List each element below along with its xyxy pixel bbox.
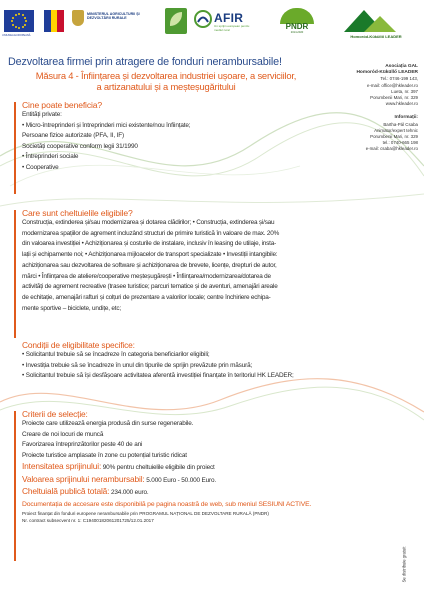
support-intensity-label: Intensitatea sprijinului: <box>22 461 102 471</box>
org-phone: Tel.: 0746-199 143, <box>380 76 418 82</box>
public-expense-label: Cheltuială publică totală: <box>22 486 110 496</box>
eu-caption: UNIUNEA EUROPEANĂ <box>2 34 31 37</box>
org-address: Lueta, nr. 397 <box>391 88 418 94</box>
pndr-logo <box>280 8 314 38</box>
info-title: Informații: <box>394 115 418 121</box>
contact-block <box>322 64 418 153</box>
org-address-2: Porumbenii Mari, nr. 329 <box>370 95 418 101</box>
eligible-costs-line: de echitație, amenajări rafturi și colțuri de prezentare a valorilor locale; centre închiriere echipa- <box>22 293 271 301</box>
support-value-label: Valoarea sprijinului nerambursabil: <box>22 473 145 484</box>
beneficiaries-line: • Micro-întreprinderi și întreprinderi mici existente/nou înființate; <box>22 121 191 129</box>
ministry-crest-icon <box>72 10 84 26</box>
eu-star-icon <box>25 20 27 22</box>
eu-star-icon <box>18 27 20 29</box>
contact-person: Bartha-Pál Csaba <box>383 121 418 127</box>
afir-logo <box>194 8 260 36</box>
support-value-amount: 5.000 Euro - 50.000 Euro. <box>146 476 217 484</box>
eu-star-icon <box>24 17 26 19</box>
eligible-costs-line: mărci • Înființarea de ateliere/cooperative meșteșugărești • Înființarea/modernizarea/dotarea de <box>22 272 271 280</box>
hk-leader-logo <box>330 10 422 48</box>
beneficiaries-heading: Cine poate beneficia? <box>22 100 102 110</box>
section-accent-bar <box>14 411 16 561</box>
afir-name: AFIR <box>214 11 244 25</box>
eligible-costs-line: lații și echipamente noi; • Achiziționarea mijloacelor de transport specializate • Investiții intangibile: <box>22 251 278 259</box>
eu-star-icon <box>15 14 17 16</box>
eligible-costs-line: din valoarea investiției • Achiziționarea și costurile de instalare, inclusiv în leasing de utilaje, insta- <box>22 240 277 248</box>
eligible-costs-line: activități de agrement recreative (trasee turistice; parcuri tematice și de aventuri, amenajări areale <box>22 283 278 291</box>
support-value <box>22 474 382 487</box>
contact-address: Porumbenii Mari, nr. 329 <box>370 134 418 140</box>
leaf-icon <box>170 12 182 26</box>
page-title: Dezvoltarea firmei prin atragere de fonduri nerambursabile! <box>8 56 282 68</box>
eu-star-icon <box>15 26 17 28</box>
criteria-line: Creare de noi locuri de muncă <box>22 430 104 438</box>
support-intensity-value: 90% pentru cheltuielile eligibile din proiect <box>102 464 215 471</box>
funding-footnote: Proiect finanțat din fonduri europene nerambursabile prin PROGRAMUL NAȚIONAL DE DEZVOLTARE RURALĂ (PNDR) <box>22 510 269 516</box>
mountain-small-icon <box>364 16 396 32</box>
ministry-logo <box>72 8 160 34</box>
ministry-name: MINISTERUL AGRICULTURII ȘI DEZVOLTĂRII RURALE <box>87 12 140 21</box>
eligible-costs-line: achiziționarea sau dezvoltarea de software și achiziționarea de brevete, licențe, drepturi de autor, <box>22 261 277 269</box>
free-distribution-note <box>401 536 416 596</box>
org-name: Asociația GAL <box>385 64 418 69</box>
section-accent-bar <box>14 102 16 194</box>
eu-star-icon <box>22 26 24 28</box>
org-website: www.hkleader.ro <box>385 101 418 107</box>
eu-star-icon <box>22 14 24 16</box>
public-expense <box>22 486 382 499</box>
eligibility-conditions-section <box>22 340 404 382</box>
eu-star-icon <box>24 24 26 26</box>
conditions-heading: Condiții de eligibilitate specifice: <box>22 340 135 350</box>
eu-star-icon <box>11 20 13 22</box>
criteria-heading: Criterii de selecție: <box>22 409 88 419</box>
measure-title-line: a artizanatului și a meșteșugăritului <box>96 80 236 92</box>
contact-role: Animator/expert tehnic <box>374 127 418 133</box>
logo-strip <box>0 0 424 52</box>
free-distribution-text: Se distribuie gratuit <box>401 546 407 583</box>
afir-subtitle: Un sprijin european pentru mediul rural <box>214 24 250 32</box>
beneficiaries-section <box>22 100 312 173</box>
criteria-line: Favorizarea întreprinzătorilor peste 40 de ani <box>22 441 143 448</box>
criteria-line: Proiecte turistice amplasate în zone cu potențial turistic ridicat <box>22 451 187 459</box>
contact-phone: tel.: 0740-665 198 <box>382 140 418 146</box>
public-expense-value: 234.000 euro. <box>111 489 149 496</box>
criteria-line: Proiecte care utilizează energia produsă din surse regenerabile. <box>22 420 194 427</box>
pndr-name: PNDR <box>285 22 309 31</box>
eu-flag-logo <box>4 10 34 32</box>
eligible-costs-line: Construcția, extinderea și/sau modernizarea și dotarea clădirilor; • Construcția, extinderea și/sau <box>22 219 275 226</box>
eu-star-icon <box>12 17 14 19</box>
pndr-period: 2014-2020 <box>290 31 304 34</box>
support-intensity <box>22 461 382 474</box>
contract-footnote: Nr. contract subsecvent nr. 1: C19400182061201725/12.01.2017 <box>22 517 154 523</box>
condition-line: • Solicitantul trebuie să își desfășoare activitatea aferentă investiției finanțate în teritoriul HK LEADER; <box>22 372 294 379</box>
leader-logo <box>165 8 187 34</box>
eligible-costs-line: mente sportive – biciclete, undițe, etc; <box>22 304 121 312</box>
measure-title <box>16 71 316 92</box>
section-accent-bar <box>14 210 16 338</box>
beneficiaries-line: Entități private: <box>22 111 62 118</box>
beneficiaries-line: • Cooperative <box>22 163 59 171</box>
eligible-costs-line: modernizarea spațiilor de agrement incluzând structuri de primire turistică în valoare de max. 20% <box>22 229 280 237</box>
afir-mark-icon <box>194 10 212 28</box>
beneficiaries-line: Societăți cooperative conform legii 31/1990 <box>22 142 138 150</box>
beneficiaries-line: Persoane fizice autorizate (PFA, II, IF) <box>22 132 124 139</box>
condition-line: • Investiția trebuie să se încadreze în unul din tipurile de sprijin prevăzute prin măsură; <box>22 361 253 369</box>
org-email: e-mail: office@hkleader.ro <box>367 82 418 88</box>
org-name-2: Homoród-Küküllő LEADER <box>356 70 418 76</box>
eligible-costs-heading: Care sunt cheltuielile eligibile? <box>22 208 133 218</box>
romania-flag-logo <box>44 10 64 32</box>
measure-title-line: Măsura 4 - Înființarea și dezvoltarea industriei ușoare, a serviciilor, <box>35 70 297 81</box>
contact-email: e-mail: csaba@hkleader.ro <box>365 146 418 152</box>
eu-star-icon <box>12 24 14 26</box>
gal-logo-name: Homoród-Küküllő LEADER <box>350 34 402 39</box>
selection-criteria-section <box>22 409 382 524</box>
eu-star-icon <box>18 13 20 15</box>
documentation-note: Documentația de accesare este disponibilă pe pagina noastră de web, sub meniul SESIUNI ACTIVE. <box>22 500 312 508</box>
eligible-costs-section <box>22 208 404 314</box>
beneficiaries-line: • Întreprinderi sociale <box>22 153 79 160</box>
condition-line: • Solicitantul trebuie să se încadreze în categoria beneficiarilor eligibili; <box>22 351 210 358</box>
